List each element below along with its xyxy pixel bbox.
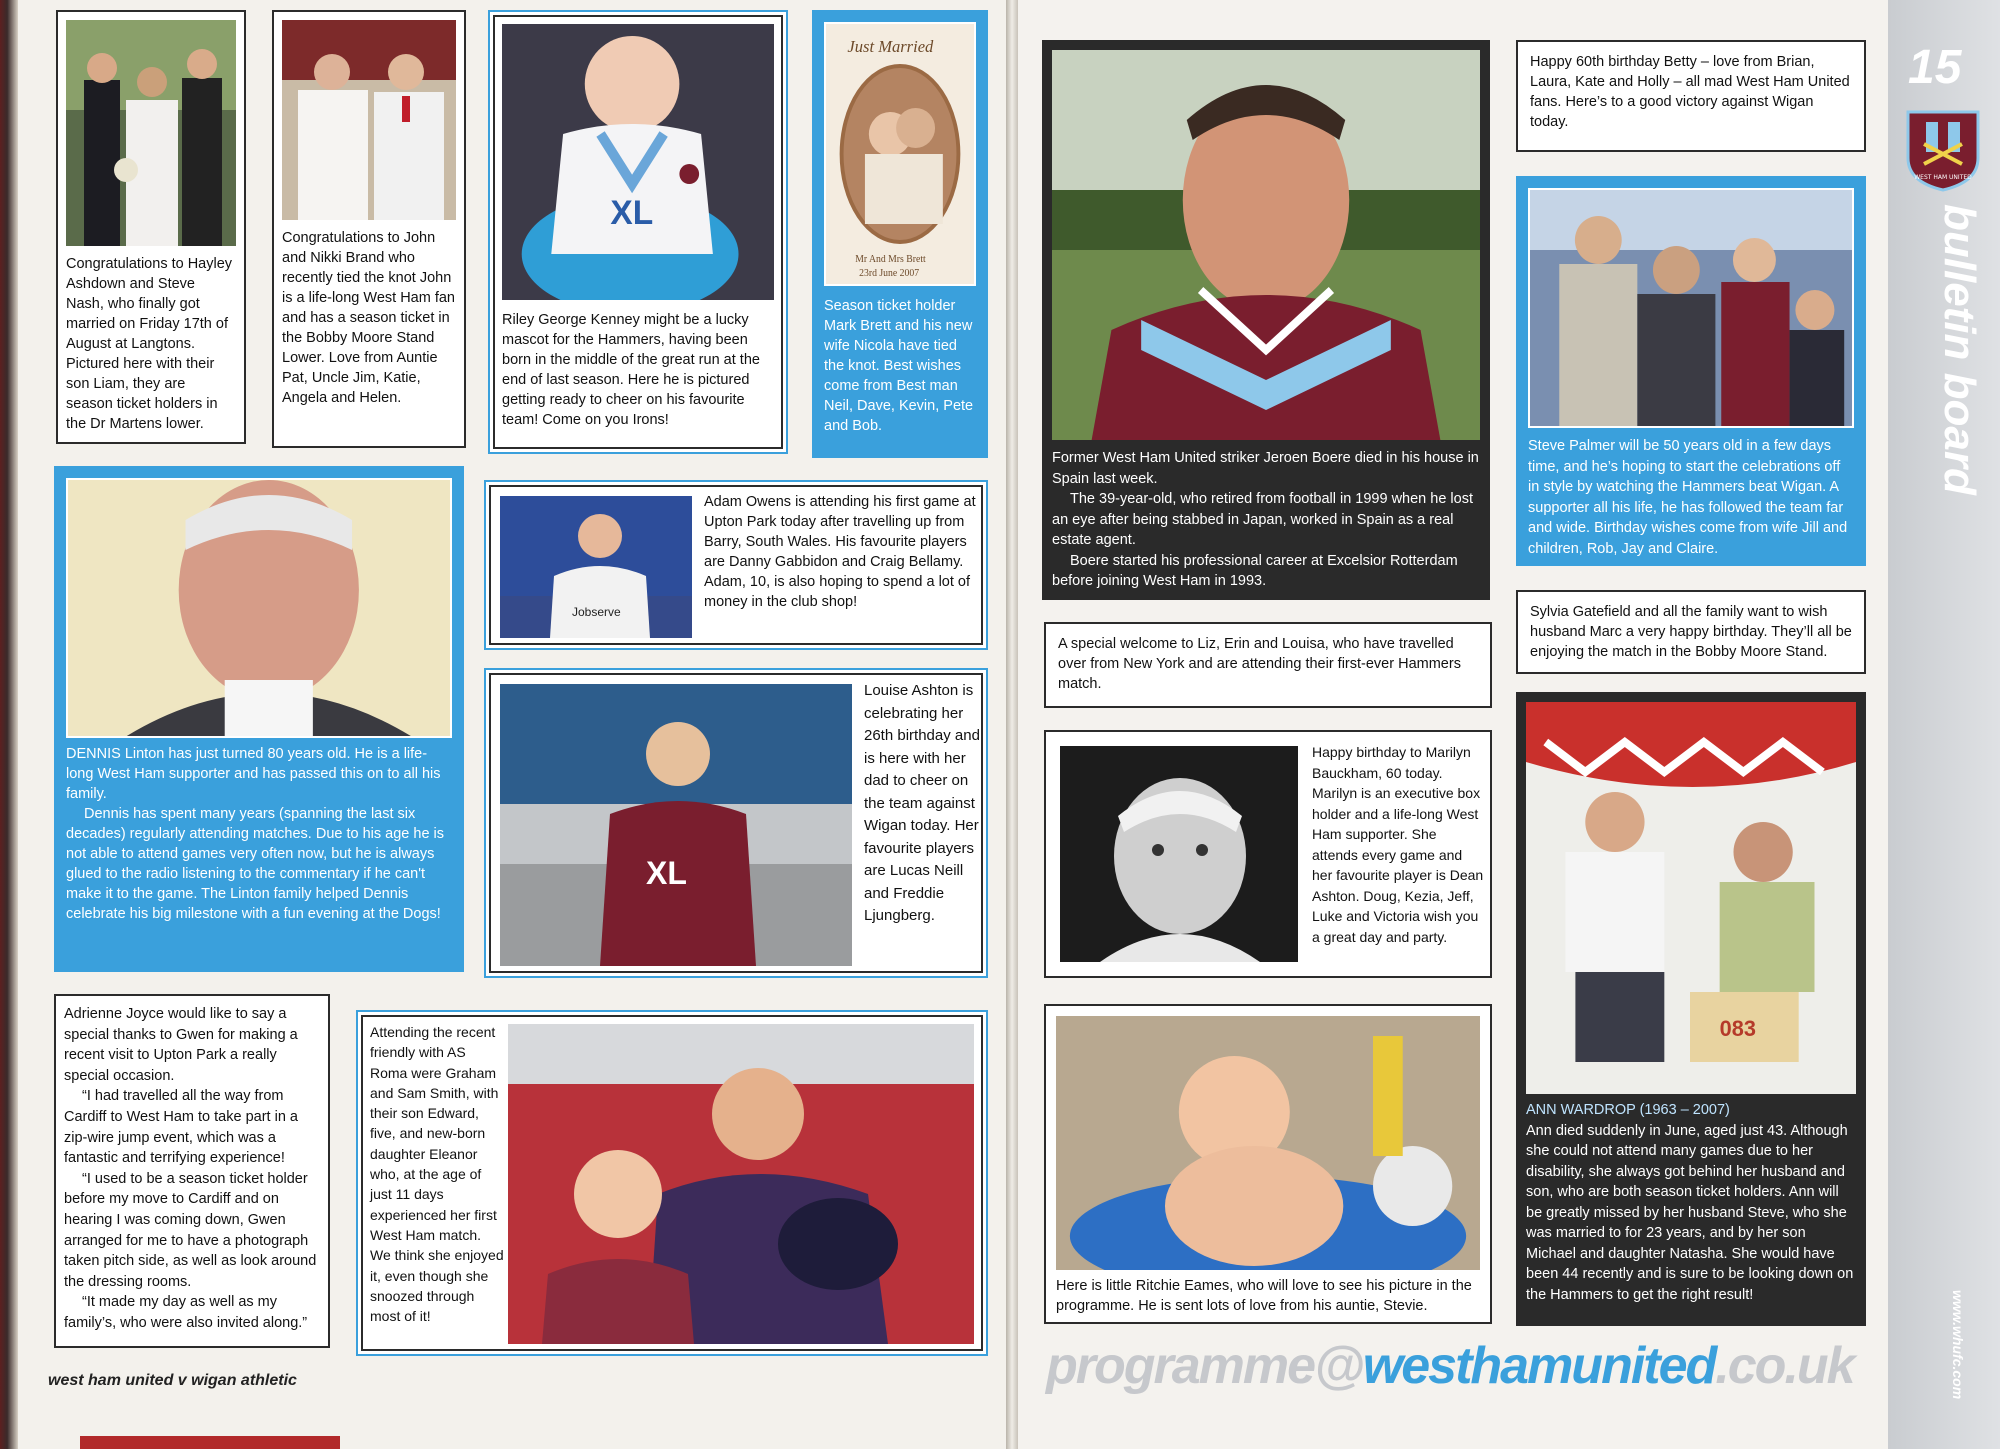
sidebar-url[interactable]: www.whufc.com xyxy=(1950,1290,1966,1400)
caption-john: Congratulations to John and Nikki Brand who recently tied the knot John is a life-long West Ham fan and has a season ticket in the Bobby Moore Stand Lower. Love from Auntie Pat, Uncle Jim, Katie, Angela and Helen. xyxy=(282,230,455,406)
section-title: bulletin board xyxy=(1935,204,1984,495)
caption-betty: Happy 60th birthday Betty – love from Brian, Laura, Kate and Holly – all mad West Ham United fans. Here’s to a good victory against Wigan today. xyxy=(1530,54,1850,130)
caption-liz: A special welcome to Liz, Erin and Louisa, who have travelled over from New York and are attending their first-ever Hammers match. xyxy=(1058,636,1461,692)
post-john xyxy=(272,10,466,448)
caption-dennis: DENNIS Linton has just turned 80 years old. He is a life-long West Ham supporter and has passed this on to all his family. Dennis has spent many years (spanning the last six decades) regularly attending matches. Due to his age he is not able to attend games very often now, but he is always glued to the radio listening to the commentary if he can't make it to the game. The Linton family helped Dennis celebrate his big milestone with a fun evening at the Dogs! xyxy=(66,746,445,922)
caption-sylvia: Sylvia Gatefield and all the family want to wish husband Marc a very happy birthday. They’ll all be enjoying the match in the Bobby Moore Stand. xyxy=(1530,604,1852,660)
photo-louise xyxy=(500,684,852,966)
photo-steve-palmer-family xyxy=(1528,188,1854,428)
post-hayley xyxy=(56,10,246,444)
post-adam xyxy=(484,480,988,650)
caption-ritchie: Here is little Ritchie Eames, who will love to see his picture in the programme. He is sent lots of love from his auntie, Stevie. xyxy=(1056,1278,1472,1314)
footer-match-title: west ham united v wigan athletic xyxy=(48,1372,297,1389)
wedding-photo-john xyxy=(282,20,456,220)
photo-marilyn-child xyxy=(1060,746,1298,962)
caption-steve-palmer: Steve Palmer will be 50 years old in a few days time, and he’s hoping to start the celebrations off in style by watching the Hammers beat Wigan. A supporter all his life, he has followed the team far and wide. Birthday wishes come from wife Jill and children, Rob, Jay and Claire. xyxy=(1528,438,1848,557)
caption-louise: Louise Ashton is celebrating her 26th birthday and is here with her dad to cheer on the team against Wigan today. Her favourite players are Lucas Neill and Freddie Ljungberg. xyxy=(864,682,980,924)
post-mark-brett xyxy=(812,10,988,458)
next-page-edge xyxy=(80,1436,340,1449)
post-dennis xyxy=(54,466,464,972)
post-betty xyxy=(1516,40,1866,152)
caption-mark-brett: Season ticket holder Mark Brett and his new wife Nicola have tied the knot. Best wishes come from Best man Neil, Dave, Kevin, Pete and Bob. xyxy=(824,298,974,434)
wedding-card-brett xyxy=(824,22,976,286)
wicker-sign-number: 083 xyxy=(1719,1015,1756,1042)
shirt-sponsor-jobserve: Jobserve xyxy=(572,605,621,619)
photo-graham-family xyxy=(508,1024,974,1344)
page-gutter xyxy=(1006,0,1018,1449)
shirt-xl-louise: XL xyxy=(646,855,687,891)
photo-adam xyxy=(500,496,692,638)
crest-label: WEST HAM UNITED xyxy=(1914,174,1972,181)
photo-ritchie-baby xyxy=(1056,1016,1480,1270)
portrait-jeroen-boere xyxy=(1052,50,1480,440)
caption-graham: Attending the recent friendly with AS Roma were Graham and Sam Smith, with their son Edward, five, and new-born daughter Eleanor who, at the age of just 11 days experienced her first West Ham match. We think she enjoyed it, even though she snoozed through most of it! xyxy=(370,1024,504,1325)
post-sylvia xyxy=(1516,590,1866,674)
caption-adrienne: Adrienne Joyce would like to say a special thanks to Gwen for making a recent visit to Upton Park a really special occasion. “I had travelled all the way from Cardiff to West Ham to take part in a zip-wire jump event, which was a fantastic and terrifying experience! “I used to be a season ticket holder before my move to Cardiff and on hearing I was coming down, Gwen arranged for me to have a photograph taken pitch side, as well as look around the dressing rooms. “It made my day as well as my family’s, who were also invited along.” xyxy=(64,1006,317,1331)
portrait-dennis xyxy=(66,478,452,738)
programme-email[interactable]: programme@westhamunited.co.uk xyxy=(1046,1337,1854,1395)
baby-photo-riley xyxy=(502,24,774,300)
ann-wardrop-heading: ANN WARDROP (1963 – 2007) xyxy=(1526,1102,1730,1118)
wedding-date-text: 23rd June 2007 xyxy=(859,267,920,280)
photo-ann-wardrop xyxy=(1526,702,1856,1094)
club-crest-icon xyxy=(1904,108,1982,192)
post-steve-palmer xyxy=(1516,176,1866,566)
post-graham xyxy=(356,1010,988,1356)
mr-mrs-text: Mr And Mrs Brett xyxy=(855,253,926,266)
post-louise xyxy=(484,668,988,978)
just-married-text: Just Married xyxy=(847,36,934,57)
post-riley xyxy=(488,10,788,454)
caption-boere: Former West Ham United striker Jeroen Boere died in his house in Spain last week. The 39-year-old, who retired from football in 1999 when he lost an eye after being stabbed in Japan, worked in Spain as a real estate agent. Boere started his professional career at Excelsior Rotterdam before joining West Ham in 1993. xyxy=(1052,450,1479,589)
caption-riley: Riley George Kenney might be a lucky mascot for the Hammers, having been born in the middle of the great run at the end of last season. Here he is pictured getting ready to cheer on his favourite team! Come on you Irons! xyxy=(502,312,760,428)
post-ritchie xyxy=(1044,1004,1492,1324)
post-adrienne xyxy=(54,994,330,1348)
caption-ann-wardrop: ANN WARDROP (1963 – 2007) Ann died suddenly in June, aged just 43. Although she could not attend many games due to her disability, she always got behind her husband and son, who are both season ticket holders. Ann will be greatly missed by her husband Steve, who she was married to for 23 years, and by her son Michael and daughter Natasha. She would have been 44 recently and is sure to be looking down on the Hammers to get the right result! xyxy=(1526,1100,1856,1305)
wedding-photo-hayley xyxy=(66,20,236,246)
cover-edge xyxy=(0,0,18,1449)
post-marilyn xyxy=(1044,730,1492,978)
caption-adam: Adam Owens is attending his first game at Upton Park today after travelling up from Barry, South Wales. His favourite players are Danny Gabbidon and Craig Bellamy. Adam, 10, is also hoping to spend a lot of money in the club shop! xyxy=(704,494,976,610)
post-boere xyxy=(1042,40,1490,600)
caption-marilyn: Happy birthday to Marilyn Bauckham, 60 today. Marilyn is an executive box holder and a life-long West Ham supporter. She attends every game and her favourite player is Dean Ashton. Doug, Kezia, Jeff, Luke and Victoria wish you a great day and party. xyxy=(1312,744,1484,945)
shirt-sponsor-xl: XL xyxy=(610,193,654,233)
post-ann-wardrop xyxy=(1516,692,1866,1326)
post-liz xyxy=(1044,622,1492,708)
page-number: 15 xyxy=(1908,41,1962,94)
caption-hayley: Congratulations to Hayley Ashdown and Steve Nash, who finally got married on Friday 17th of August at Langtons. Pictured here with their son Liam, they are season ticket holders in the Dr Martens lower. xyxy=(66,256,233,432)
